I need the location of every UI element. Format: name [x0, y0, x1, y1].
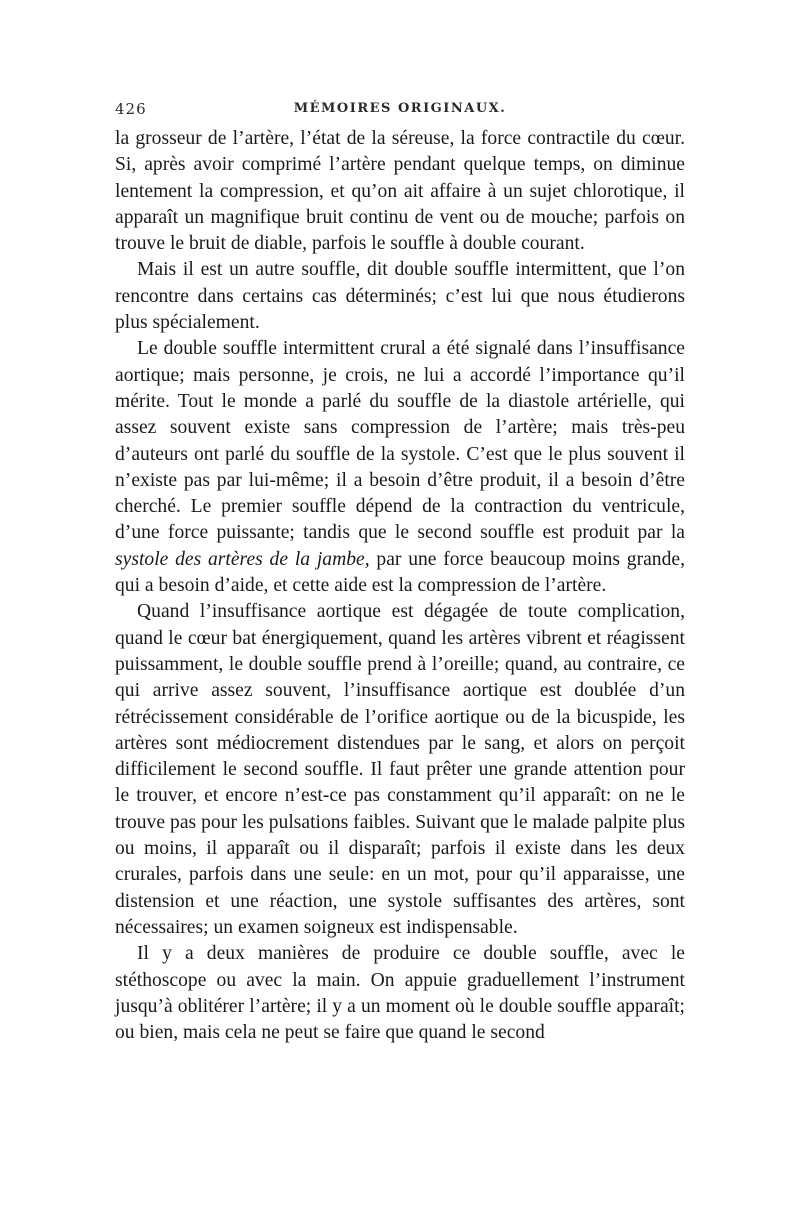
text-run: Mais il est un autre souffle, dit double souffle intermittent, que l’on rencontre dans certains cas déterminés; c’est lui que nous étudierons plus spécialement.	[115, 259, 685, 334]
text-run: Le double souffle intermittent crural a été signalé dans l’insuffisance aortique; mais personne, je crois, ne lui a accordé l’importance qu’il mérite. Tout le monde a parlé du souffle de la diastole artérielle, qui assez souvent existe sans compression de l’artère; mais très-peu d’auteurs ont parlé du souffle de la systole. C’est que le plus souvent il n’existe pas par lui-même; il a besoin d’être produit, il a besoin d’être cherché. Le premier souffle dépend de la contraction du ventricule, d’une force puissante; tandis que le second souffle est produit par la	[115, 338, 685, 544]
paragraph	[115, 126, 685, 257]
paragraph	[115, 336, 685, 599]
text-run: Quand l’insuffisance aortique est dégagée de toute complication, quand le cœur bat énergiquement, quand les artères vibrent et réagissent puissamment, le double souffle prend à l’oreille; quand, au contraire, ce qui arrive assez souvent, l’insuffisance aortique est doublée d’un rétrécissement considérable de l’orifice aortique ou de la bicuspide, les artères sont médiocrement distendues par le sang, et alors on perçoit difficilement le second souffle. Il faut prêter une grande attention pour le trouver, et encore n’est-ce pas constamment qu’il apparaît: on ne le trouve pas pour les pulsations faibles. Suivant que le malade palpite plus ou moins, il apparaît ou il disparaît; parfois il existe dans les deux crurales, parfois dans une seule: en un mot, pour qu’il apparaisse, une distension et une réaction, une systole suffisantes des artères, sont nécessaires; un examen soigneux est indispensable.	[115, 601, 685, 938]
paragraph	[115, 599, 685, 941]
paragraph	[115, 941, 685, 1046]
paragraph	[115, 257, 685, 336]
text-run: Il y a deux manières de produire ce double souffle, avec le stéthoscope ou avec la main. On appuie graduellement l’instrument jusqu’à oblitérer l’artère; il y a un moment où le double souffle apparaît; ou bien, mais cela ne peut se faire que quand le second	[115, 943, 685, 1044]
running-head	[115, 100, 685, 126]
running-title: MÉMOIRES ORIGINAUX.	[293, 101, 507, 116]
book-page	[115, 100, 685, 1046]
text-run: par une force beaucoup moins grande, qui a besoin d’aide, et cette aide est la compression de l’artère.	[115, 548, 685, 597]
page-number: 426	[115, 100, 147, 118]
italic-text: systole des artères de la jambe,	[115, 548, 370, 570]
text-run: la grosseur de l’artère, l’état de la séreuse, la force contractile du cœur. Si, après avoir comprimé l’artère pendant quelque temps, on diminue lentement la compression, et qu’on ait affaire à un sujet chlorotique, il apparaît un magnifique bruit continu de vent ou de mouche; parfois on trouve le bruit de diable, parfois le souffle à double courant.	[115, 128, 685, 255]
body-text	[115, 126, 685, 1046]
